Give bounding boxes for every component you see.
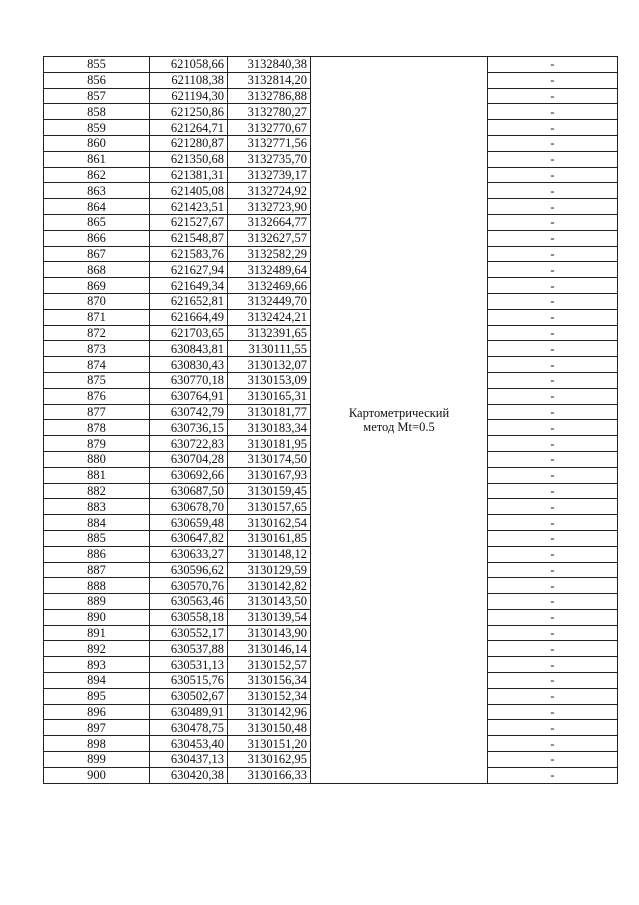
y-coordinate-cell: 3132723,90 (228, 199, 311, 215)
x-coordinate-cell: 621194,30 (150, 88, 228, 104)
x-coordinate-cell: 630552,17 (150, 625, 228, 641)
y-coordinate-cell: 3130142,82 (228, 578, 311, 594)
dash-cell: - (488, 499, 618, 515)
dash-cell: - (488, 625, 618, 641)
dash-cell: - (488, 246, 618, 262)
x-coordinate-cell: 621423,51 (150, 199, 228, 215)
y-coordinate-cell: 3130181,77 (228, 404, 311, 420)
point-number-cell: 859 (44, 120, 150, 136)
x-coordinate-cell: 621108,38 (150, 72, 228, 88)
x-coordinate-cell: 630704,28 (150, 451, 228, 467)
point-number-cell: 896 (44, 704, 150, 720)
y-coordinate-cell: 3130150,48 (228, 720, 311, 736)
dash-cell: - (488, 736, 618, 752)
point-number-cell: 858 (44, 104, 150, 120)
point-number-cell: 892 (44, 641, 150, 657)
dash-cell: - (488, 57, 618, 73)
dash-cell: - (488, 546, 618, 562)
y-coordinate-cell: 3132735,70 (228, 151, 311, 167)
dash-cell: - (488, 151, 618, 167)
x-coordinate-cell: 630764,91 (150, 388, 228, 404)
dash-cell: - (488, 752, 618, 768)
x-coordinate-cell: 630647,82 (150, 530, 228, 546)
x-coordinate-cell: 621350,68 (150, 151, 228, 167)
x-coordinate-cell: 621381,31 (150, 167, 228, 183)
point-number-cell: 876 (44, 388, 150, 404)
point-number-cell: 877 (44, 404, 150, 420)
x-coordinate-cell: 630502,67 (150, 688, 228, 704)
dash-cell: - (488, 436, 618, 452)
x-coordinate-cell: 630659,48 (150, 515, 228, 531)
point-number-cell: 888 (44, 578, 150, 594)
y-coordinate-cell: 3132814,20 (228, 72, 311, 88)
y-coordinate-cell: 3130139,54 (228, 609, 311, 625)
x-coordinate-cell: 630531,13 (150, 657, 228, 673)
y-coordinate-cell: 3130183,34 (228, 420, 311, 436)
point-number-cell: 855 (44, 57, 150, 73)
x-coordinate-cell: 630570,76 (150, 578, 228, 594)
y-coordinate-cell: 3130174,50 (228, 451, 311, 467)
dash-cell: - (488, 388, 618, 404)
x-coordinate-cell: 630596,62 (150, 562, 228, 578)
point-number-cell: 893 (44, 657, 150, 673)
y-coordinate-cell: 3130159,45 (228, 483, 311, 499)
dash-cell: - (488, 704, 618, 720)
y-coordinate-cell: 3130156,34 (228, 673, 311, 689)
x-coordinate-cell: 630515,76 (150, 673, 228, 689)
y-coordinate-cell: 3132771,56 (228, 135, 311, 151)
point-number-cell: 871 (44, 309, 150, 325)
y-coordinate-cell: 3130161,85 (228, 530, 311, 546)
x-coordinate-cell: 630563,46 (150, 594, 228, 610)
method-line-1: Картометрический (348, 405, 450, 420)
x-coordinate-cell: 621652,81 (150, 293, 228, 309)
point-number-cell: 874 (44, 357, 150, 373)
y-coordinate-cell: 3130162,54 (228, 515, 311, 531)
coordinates-table-body (44, 57, 618, 784)
y-coordinate-cell: 3130181,95 (228, 436, 311, 452)
dash-cell: - (488, 357, 618, 373)
dash-cell: - (488, 72, 618, 88)
y-coordinate-cell: 3130143,90 (228, 625, 311, 641)
point-number-cell: 881 (44, 467, 150, 483)
y-coordinate-cell: 3132786,88 (228, 88, 311, 104)
point-number-cell: 880 (44, 451, 150, 467)
dash-cell: - (488, 578, 618, 594)
y-coordinate-cell: 3130162,95 (228, 752, 311, 768)
point-number-cell: 890 (44, 609, 150, 625)
point-number-cell: 894 (44, 673, 150, 689)
y-coordinate-cell: 3130132,07 (228, 357, 311, 373)
x-coordinate-cell: 630770,18 (150, 372, 228, 388)
x-coordinate-cell: 621703,65 (150, 325, 228, 341)
x-coordinate-cell: 630692,66 (150, 467, 228, 483)
x-coordinate-cell: 630830,43 (150, 357, 228, 373)
point-number-cell: 900 (44, 767, 150, 783)
point-number-cell: 886 (44, 546, 150, 562)
point-number-cell: 856 (44, 72, 150, 88)
x-coordinate-cell: 621664,49 (150, 309, 228, 325)
x-coordinate-cell: 630478,75 (150, 720, 228, 736)
dash-cell: - (488, 183, 618, 199)
y-coordinate-cell: 3132664,77 (228, 214, 311, 230)
y-coordinate-cell: 3132449,70 (228, 293, 311, 309)
x-coordinate-cell: 630843,81 (150, 341, 228, 357)
point-number-cell: 884 (44, 515, 150, 531)
point-number-cell: 891 (44, 625, 150, 641)
dash-cell: - (488, 562, 618, 578)
point-number-cell: 878 (44, 420, 150, 436)
x-coordinate-cell: 621058,66 (150, 57, 228, 73)
point-number-cell: 866 (44, 230, 150, 246)
x-coordinate-cell: 621280,87 (150, 135, 228, 151)
dash-cell: - (488, 120, 618, 136)
dash-cell: - (488, 135, 618, 151)
x-coordinate-cell: 630633,27 (150, 546, 228, 562)
table-row (44, 57, 618, 73)
y-coordinate-cell: 3132469,66 (228, 278, 311, 294)
dash-cell: - (488, 451, 618, 467)
x-coordinate-cell: 630722,83 (150, 436, 228, 452)
point-number-cell: 899 (44, 752, 150, 768)
coordinates-table (43, 56, 618, 784)
dash-cell: - (488, 657, 618, 673)
method-line-2: метод Mt=0.5 (363, 419, 435, 434)
dash-cell: - (488, 420, 618, 436)
y-coordinate-cell: 3130165,31 (228, 388, 311, 404)
dash-cell: - (488, 199, 618, 215)
point-number-cell: 889 (44, 594, 150, 610)
y-coordinate-cell: 3132724,92 (228, 183, 311, 199)
point-number-cell: 885 (44, 530, 150, 546)
point-number-cell: 872 (44, 325, 150, 341)
point-number-cell: 897 (44, 720, 150, 736)
dash-cell: - (488, 594, 618, 610)
dash-cell: - (488, 767, 618, 783)
x-coordinate-cell: 630537,88 (150, 641, 228, 657)
dash-cell: - (488, 88, 618, 104)
x-coordinate-cell: 621583,76 (150, 246, 228, 262)
point-number-cell: 864 (44, 199, 150, 215)
y-coordinate-cell: 3132489,64 (228, 262, 311, 278)
point-number-cell: 868 (44, 262, 150, 278)
y-coordinate-cell: 3130157,65 (228, 499, 311, 515)
x-coordinate-cell: 630742,79 (150, 404, 228, 420)
y-coordinate-cell: 3130129,59 (228, 562, 311, 578)
x-coordinate-cell: 621250,86 (150, 104, 228, 120)
y-coordinate-cell: 3132391,65 (228, 325, 311, 341)
point-number-cell: 860 (44, 135, 150, 151)
dash-cell: - (488, 673, 618, 689)
y-coordinate-cell: 3132780,27 (228, 104, 311, 120)
point-number-cell: 879 (44, 436, 150, 452)
dash-cell: - (488, 230, 618, 246)
x-coordinate-cell: 621627,94 (150, 262, 228, 278)
point-number-cell: 883 (44, 499, 150, 515)
y-coordinate-cell: 3132840,38 (228, 57, 311, 73)
x-coordinate-cell: 630678,70 (150, 499, 228, 515)
dash-cell: - (488, 293, 618, 309)
x-coordinate-cell: 621405,08 (150, 183, 228, 199)
dash-cell: - (488, 467, 618, 483)
point-number-cell: 887 (44, 562, 150, 578)
dash-cell: - (488, 278, 618, 294)
y-coordinate-cell: 3130148,12 (228, 546, 311, 562)
x-coordinate-cell: 630453,40 (150, 736, 228, 752)
dash-cell: - (488, 688, 618, 704)
point-number-cell: 865 (44, 214, 150, 230)
dash-cell: - (488, 309, 618, 325)
dash-cell: - (488, 372, 618, 388)
x-coordinate-cell: 621264,71 (150, 120, 228, 136)
dash-cell: - (488, 341, 618, 357)
y-coordinate-cell: 3132739,17 (228, 167, 311, 183)
x-coordinate-cell: 630736,15 (150, 420, 228, 436)
dash-cell: - (488, 262, 618, 278)
point-number-cell: 898 (44, 736, 150, 752)
y-coordinate-cell: 3130166,33 (228, 767, 311, 783)
point-number-cell: 857 (44, 88, 150, 104)
point-number-cell: 861 (44, 151, 150, 167)
point-number-cell: 870 (44, 293, 150, 309)
dash-cell: - (488, 720, 618, 736)
x-coordinate-cell: 630437,13 (150, 752, 228, 768)
x-coordinate-cell: 630687,50 (150, 483, 228, 499)
dash-cell: - (488, 167, 618, 183)
point-number-cell: 869 (44, 278, 150, 294)
x-coordinate-cell: 621649,34 (150, 278, 228, 294)
y-coordinate-cell: 3130152,57 (228, 657, 311, 673)
x-coordinate-cell: 630558,18 (150, 609, 228, 625)
point-number-cell: 867 (44, 246, 150, 262)
y-coordinate-cell: 3130151,20 (228, 736, 311, 752)
dash-cell: - (488, 104, 618, 120)
point-number-cell: 873 (44, 341, 150, 357)
y-coordinate-cell: 3130111,55 (228, 341, 311, 357)
x-coordinate-cell: 621548,87 (150, 230, 228, 246)
y-coordinate-cell: 3132770,67 (228, 120, 311, 136)
y-coordinate-cell: 3130142,96 (228, 704, 311, 720)
dash-cell: - (488, 483, 618, 499)
y-coordinate-cell: 3132582,29 (228, 246, 311, 262)
dash-cell: - (488, 530, 618, 546)
point-number-cell: 863 (44, 183, 150, 199)
y-coordinate-cell: 3130167,93 (228, 467, 311, 483)
dash-cell: - (488, 515, 618, 531)
y-coordinate-cell: 3132627,57 (228, 230, 311, 246)
y-coordinate-cell: 3132424,21 (228, 309, 311, 325)
y-coordinate-cell: 3130153,09 (228, 372, 311, 388)
x-coordinate-cell: 630420,38 (150, 767, 228, 783)
dash-cell: - (488, 214, 618, 230)
x-coordinate-cell: 630489,91 (150, 704, 228, 720)
y-coordinate-cell: 3130152,34 (228, 688, 311, 704)
dash-cell: - (488, 404, 618, 420)
point-number-cell: 875 (44, 372, 150, 388)
method-cell (311, 57, 488, 784)
y-coordinate-cell: 3130146,14 (228, 641, 311, 657)
point-number-cell: 882 (44, 483, 150, 499)
x-coordinate-cell: 621527,67 (150, 214, 228, 230)
dash-cell: - (488, 609, 618, 625)
dash-cell: - (488, 641, 618, 657)
dash-cell: - (488, 325, 618, 341)
y-coordinate-cell: 3130143,50 (228, 594, 311, 610)
point-number-cell: 862 (44, 167, 150, 183)
point-number-cell: 895 (44, 688, 150, 704)
